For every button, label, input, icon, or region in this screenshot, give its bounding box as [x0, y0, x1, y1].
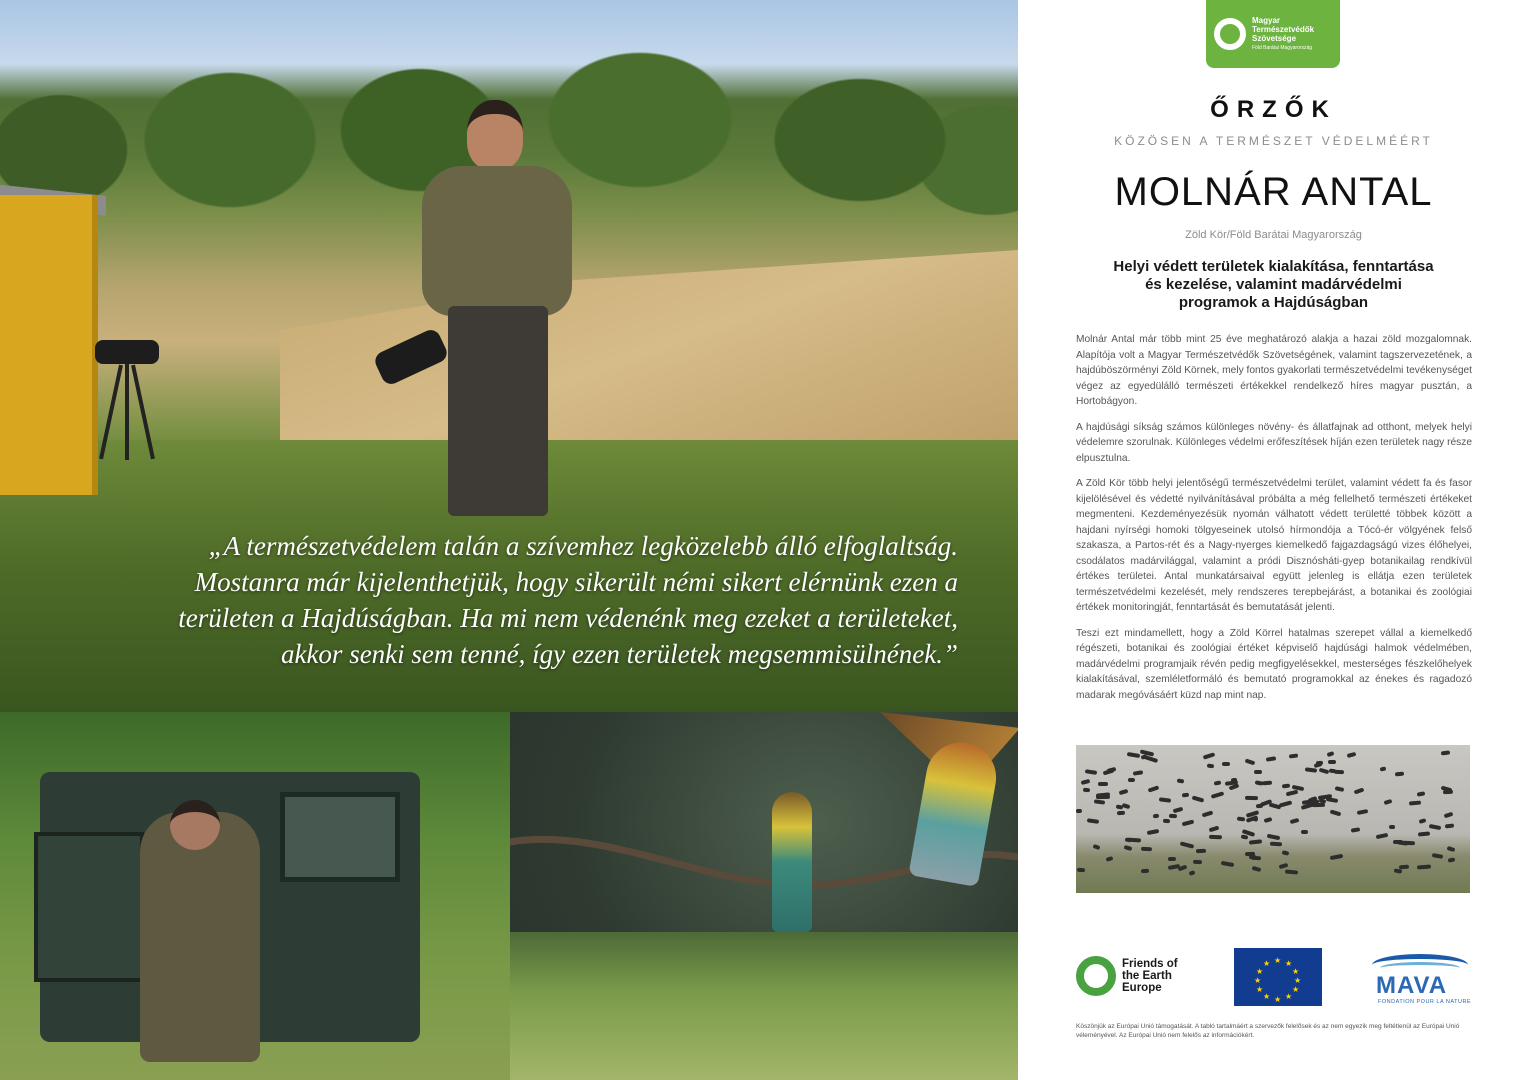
crane-silhouette [1357, 809, 1369, 815]
crane-silhouette [1076, 809, 1082, 813]
crane-silhouette [1419, 818, 1427, 824]
foe-wordmark [1122, 958, 1212, 994]
crane-silhouette [1127, 837, 1141, 842]
friends-of-the-earth-logo-icon [1076, 956, 1116, 996]
crane-silhouette [1240, 835, 1247, 840]
crane-silhouette [1330, 809, 1342, 816]
meadow-background [510, 932, 1018, 1080]
crane-silhouette [1262, 781, 1272, 786]
crane-silhouette [1252, 866, 1262, 872]
foe-line: the Earth [1122, 970, 1172, 982]
crane-silhouette [1211, 791, 1225, 799]
crane-silhouette [1409, 800, 1422, 805]
crane-silhouette [1221, 861, 1235, 867]
crane-silhouette [1147, 786, 1159, 793]
crane-silhouette [1254, 770, 1263, 774]
crane-silhouette [1282, 850, 1290, 856]
pull-quote [58, 528, 958, 672]
crane-silhouette [1180, 841, 1194, 848]
crane-silhouette [1267, 834, 1281, 841]
crane-silhouette [1301, 830, 1308, 834]
photo-offroad-vehicle [0, 712, 510, 1080]
crane-silhouette [1249, 839, 1263, 844]
crane-silhouette [1282, 784, 1290, 789]
crane-silhouette [1103, 769, 1114, 776]
crane-silhouette [1169, 813, 1177, 817]
crane-silhouette [1441, 751, 1450, 756]
quote-line: területen a Hajdúságban. Ha mi nem védenénk meg ezeket a területeket, [178, 603, 958, 633]
crane-silhouette [1141, 846, 1152, 851]
crane-silhouette [1417, 792, 1426, 797]
crane-silhouette [1346, 752, 1355, 758]
quote-line: Mostanra már kijelenthetjük, hogy sikerült némi sikert elérnünk ezen a [194, 567, 958, 597]
crane-silhouette [1270, 842, 1282, 847]
crane-silhouette [1327, 751, 1335, 757]
crane-silhouette [1278, 863, 1288, 869]
crane-silhouette [1447, 858, 1455, 863]
crane-silhouette [1083, 788, 1090, 793]
headline: Helyi védett területek kialakítása, fenntartása és kezelése, valamint madárvédelmi programok a Hajdúságban [1113, 258, 1434, 311]
foe-line: Friends of [1122, 958, 1178, 970]
observation-hide [0, 195, 98, 495]
crane-silhouette [1245, 758, 1256, 765]
crane-silhouette [1163, 819, 1170, 824]
org-name-line: Természetvédők [1252, 25, 1315, 34]
crane-silhouette [1328, 760, 1336, 764]
crane-silhouette [1432, 853, 1444, 859]
crane-silhouette [1249, 855, 1256, 859]
sponsor-logos [1076, 948, 1472, 1008]
crane-silhouette [1222, 762, 1230, 766]
quote-line: „A természetvédelem talán a szívemhez legközelebb álló elfoglaltság. [208, 531, 958, 561]
crane-silhouette [1394, 868, 1402, 873]
man-with-camera [140, 812, 260, 1062]
crane-silhouette [1289, 818, 1299, 824]
crane-silhouette [1081, 779, 1090, 785]
crane-silhouette [1182, 793, 1190, 798]
crane-silhouette [1193, 860, 1202, 865]
crane-silhouette [1354, 788, 1365, 795]
mava-wordmark: MAVA [1376, 972, 1448, 999]
crane-silhouette [1092, 844, 1100, 850]
crane-silhouette [1177, 779, 1185, 784]
series-title: ŐRZŐK [1210, 96, 1337, 123]
crane-silhouette [1087, 818, 1099, 824]
crane-silhouette [1173, 807, 1184, 814]
main-photo-field-portrait [0, 0, 1018, 712]
crane-silhouette [1133, 770, 1143, 775]
crane-silhouette [1115, 805, 1122, 810]
crane-silhouette [1256, 804, 1264, 809]
crane-silhouette [1334, 786, 1343, 792]
organization-badge [1206, 0, 1340, 68]
crane-silhouette [1098, 782, 1108, 786]
crane-silhouette [1196, 849, 1206, 853]
crane-silhouette [1395, 772, 1405, 777]
crane-silhouette [1182, 820, 1194, 827]
crane-silhouette [1447, 846, 1456, 852]
body-paragraph: A hajdúsági síkság számos különleges növény- és állatfajnak ad otthont, melyek helyi védelemre szorulnak. Különleges védelmi erőfeszítések híján ezen területek nagy része elpusztulna. [1076, 421, 1472, 464]
crane-silhouette [1202, 811, 1214, 818]
crane-silhouette [1094, 800, 1106, 805]
foe-line: Europe [1122, 982, 1162, 994]
crane-silhouette [1254, 780, 1263, 785]
crane-silhouette [1085, 769, 1097, 775]
crane-silhouette [1206, 763, 1214, 768]
crane-silhouette [1329, 854, 1342, 860]
crane-silhouette [1122, 803, 1130, 809]
mava-subtitle: FONDATION POUR LA NATURE [1378, 999, 1472, 1005]
crane-silhouette [1397, 840, 1408, 845]
crane-silhouette [1285, 869, 1298, 874]
photo-bee-eaters [510, 712, 1018, 1080]
bee-eater-perched [772, 792, 812, 932]
crane-silhouette [1265, 756, 1275, 761]
crane-silhouette [1191, 796, 1203, 803]
crane-silhouette [1379, 767, 1386, 772]
funding-disclaimer: Köszönjük az Európai Unió támogatását. A tabló tartalmáért a szervezők felelősek és az nem egyezik meg feltétlenül az Európai Unió véleményével. Az Európai Unió nem felelős az információkért. [1076, 1023, 1460, 1039]
body-text [1076, 332, 1472, 713]
info-panel [1018, 0, 1529, 1080]
crane-silhouette [1168, 857, 1176, 861]
body-paragraph: A Zöld Kör több helyi jelentőségű természetvédelmi terület, valamint védett fa és fasor kijelölésével és védetté nyilvánításával próbálta a még fellelhető természeti értékeket megmenteni. Kezdeményezésük nyomán válhatott védett területté többek között a hajdani nyírségi homoki tölgyeseinek utolsó hírmondója a Tócó-ér völgyének felső szakasza, a Partos-rét és a Nagy-nyerges kiemelkedő fajgazdagságú vizes élőhelyei, csodálatos madárvilággal, valamint a pródi Disznósháti-gyep botanikailag rendkívül értékes területei. Antal munkatársaival együtt jelenleg is ellátja ezen területek természetvédelmi kezelését, mely rendszeres terepbejárást, a botanikai és zoológiai értékek monitoringját, fenntartását és bemutatását jelenti. [1076, 478, 1472, 613]
crane-silhouette [1264, 817, 1273, 823]
man-head [170, 800, 220, 850]
mtvsz-logo-icon [1214, 18, 1246, 50]
crane-silhouette [1305, 767, 1317, 772]
crane-silhouette [1124, 845, 1133, 851]
org-name-line: Szövetsége [1252, 34, 1297, 43]
quote-line: akkor senki sem tenné, így ezen területek megsemmisülnének.” [280, 639, 958, 669]
crane-silhouette [1399, 865, 1409, 870]
org-sub-name: Föld Barátai Magyarország [1252, 45, 1313, 51]
crane-silhouette [1209, 835, 1222, 840]
crane-silhouette [1319, 767, 1330, 774]
crane-silhouette [1444, 811, 1454, 818]
spotting-scope-tripod [95, 340, 159, 460]
crane-silhouette [1237, 817, 1246, 822]
crane-silhouette [1286, 789, 1299, 796]
body-paragraph: Teszi ezt mindamellett, hogy a Zöld Körrel hatalmas szerepet vállal a kiemelkedő régészeti, botanikai és zoológiai értéket képviselő hajdúsági halmok védelmében, madárvédelmi programjaik révén pedig megfigyelésekkel, mesterséges fészkelőhelyek kialakításával, szemléletformáló és bemutató programokkal az énekes és ragadozó madarak megóvásáért küzd nap mint nap. [1076, 627, 1472, 701]
crane-silhouette [1416, 864, 1430, 869]
photographer-figure [412, 100, 582, 530]
crane-silhouette [1389, 825, 1396, 829]
crane-silhouette [1418, 831, 1430, 836]
vehicle-door [34, 832, 144, 982]
person-name: MOLNÁR ANTAL [1114, 170, 1433, 214]
crane-silhouette [1214, 780, 1222, 785]
crane-silhouette [1384, 799, 1392, 805]
crane-silhouette [1127, 751, 1140, 757]
crane-silhouette [1429, 824, 1441, 830]
crane-silhouette [1375, 833, 1387, 839]
crane-silhouette [1128, 778, 1135, 782]
crane-silhouette [1117, 810, 1125, 814]
photo-crane-flock [1076, 745, 1470, 893]
vehicle-window [280, 792, 400, 882]
crane-silhouette [1289, 753, 1298, 758]
crane-silhouette [1077, 868, 1085, 873]
affiliation: Zöld Kör/Föld Barátai Magyarország [1185, 229, 1362, 241]
crane-silhouette [1189, 870, 1196, 876]
crane-silhouette [1105, 856, 1112, 862]
crane-silhouette [1153, 814, 1160, 819]
crane-silhouette [1203, 753, 1216, 760]
org-name-line: Magyar [1252, 16, 1281, 25]
crane-silhouette [1119, 789, 1129, 795]
crane-silhouette [1314, 762, 1323, 768]
crane-silhouette [1158, 797, 1170, 803]
eu-flag-icon: ★ ★ ★ ★ ★ ★ ★ ★ ★ ★ ★ ★ [1234, 948, 1322, 1006]
crane-silhouette [1141, 869, 1149, 873]
crane-silhouette [1146, 829, 1158, 835]
crane-silhouette [1245, 796, 1258, 800]
crane-silhouette [1351, 827, 1360, 832]
series-subtitle: KÖZÖSEN A TERMÉSZET VÉDELMÉÉRT [1114, 134, 1433, 148]
mava-logo [1366, 948, 1472, 1008]
body-paragraph: Molnár Antal már több mint 25 éve meghatározó alakja a hazai zöld mozgalomnak. Alapítója volt a Magyar Természetvédők Szövetségének, valamint tagszervezetének, a hajdúböszörményi Zöld Körnek, mely fontos gyakorlati természetvédelmi tevékenységet végez az egyedülálló természeti értékekkel rendelkező híres magyar pusztán, a Hortobágyon. [1076, 334, 1472, 407]
crane-silhouette [1445, 824, 1454, 829]
crane-silhouette [1208, 825, 1218, 832]
